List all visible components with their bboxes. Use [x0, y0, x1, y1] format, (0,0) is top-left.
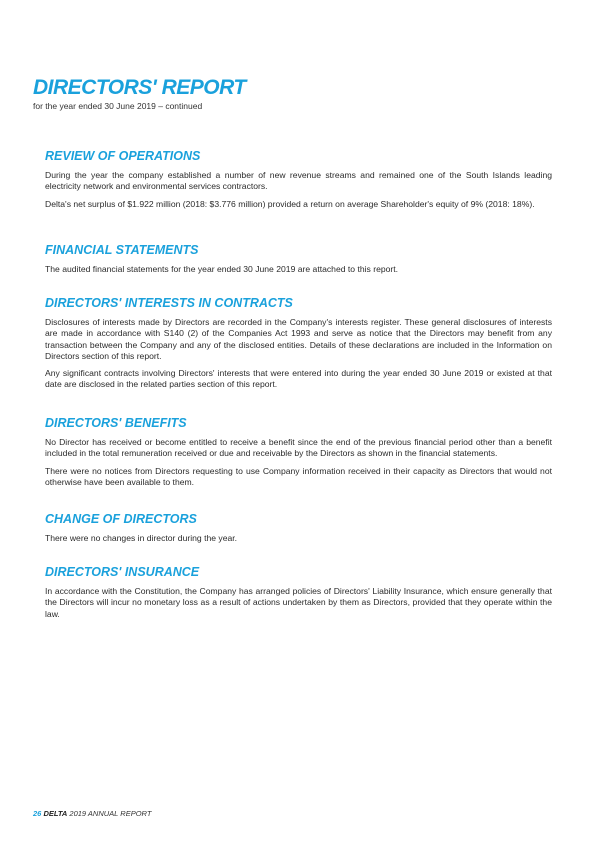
- page-title: DIRECTORS' REPORT: [33, 76, 246, 99]
- paragraph: Any significant contracts involving Directors' interests that were entered into during the year ended 30 June 2019 or existed at that date are disclosed in the related parties section of this report.: [45, 368, 552, 390]
- paragraph: The audited financial statements for the year ended 30 June 2019 are attached to this report.: [45, 264, 399, 274]
- section-financial-statements: [45, 243, 552, 281]
- page-subtitle: for the year ended 30 June 2019 – continued: [33, 101, 203, 111]
- paragraph: There were no changes in director during the year.: [45, 533, 238, 543]
- report-name: 2019 ANNUAL REPORT: [69, 809, 152, 818]
- paragraph: No Director has received or become entitled to receive a benefit since the end of the previous financial period other than a benefit included in the total remuneration received or due and receivable by the Directors as shown in the financial statements.: [45, 437, 552, 459]
- page-footer: [33, 809, 151, 818]
- section-heading: DIRECTORS' INTERESTS IN CONTRACTS: [45, 296, 293, 310]
- section-review-of-operations: [45, 149, 552, 216]
- paragraph: In accordance with the Constitution, the Company has arranged policies of Directors' Liability Insurance, which ensure generally that the Directors will incur no monetary loss as a result of actions undertaken by them as Directors, provided that they operate within the law.: [45, 586, 552, 619]
- page-number: 26: [33, 809, 42, 818]
- section-directors-interests: [45, 296, 552, 397]
- section-change-of-directors: [45, 512, 552, 550]
- brand-name: DELTA: [43, 809, 68, 818]
- paragraph: There were no notices from Directors requesting to use Company information received in their capacity as Directors that would not otherwise have been available to them.: [45, 465, 552, 487]
- paragraph: During the year the company established a number of new revenue streams and remained one of the South Islands leading electricity network and environmental services contractors.: [45, 170, 552, 192]
- section-heading: DIRECTORS' BENEFITS: [45, 416, 187, 430]
- section-heading: FINANCIAL STATEMENTS: [45, 243, 199, 257]
- section-directors-benefits: [45, 416, 552, 494]
- paragraph: Disclosures of interests made by Directors are recorded in the Company's interests register. These general disclosures of interests are made in accordance with S140 (2) of the Companies Act 1993 and serve as notice that the Directors may benefit from any transaction between the Company and any of the disclosed entities. Details of these declarations are included in the Information on Directors section of this report.: [45, 317, 552, 361]
- section-heading: REVIEW OF OPERATIONS: [45, 149, 201, 163]
- section-heading: CHANGE OF DIRECTORS: [45, 512, 197, 526]
- section-directors-insurance: [45, 565, 552, 626]
- paragraph: Delta's net surplus of $1.922 million (2018: $3.776 million) provided a return on average Shareholder's equity of 9% (2018: 18%).: [45, 198, 535, 209]
- section-heading: DIRECTORS' INSURANCE: [45, 565, 200, 579]
